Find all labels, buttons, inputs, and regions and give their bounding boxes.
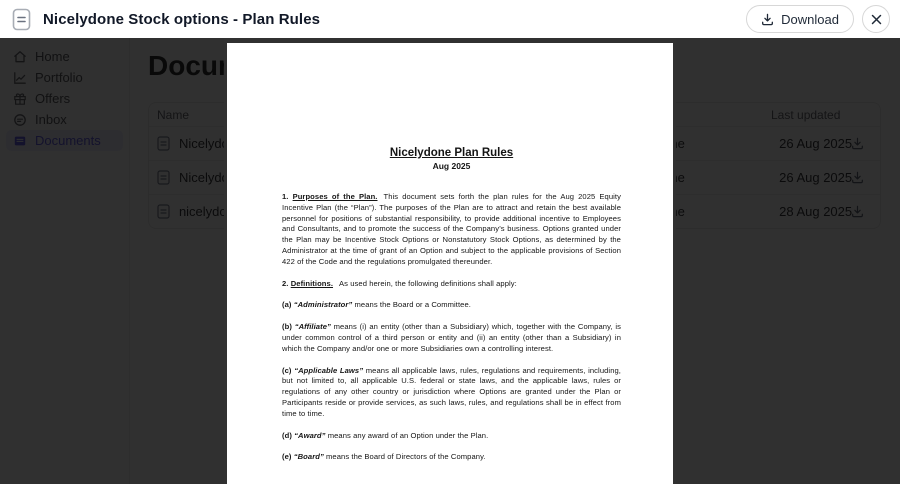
doc-definition-d: (d) “Award” means any award of an Option under the Plan. — [282, 430, 489, 440]
doc-definition-e-clipped: (e) “Board” means the Board of Directors of the Company. — [282, 452, 486, 462]
viewer-header — [0, 0, 900, 38]
download-icon — [761, 13, 774, 26]
pdf-viewer — [224, 38, 676, 484]
doc-section-purposes: 1. Purposes of the Plan. This document sets forth the plan rules for the Aug 2025 Equity Incentive Plan (the “Plan”). The purposes of the Plan are to attract and retain the best available personnel for positions of substantial responsibility, to provide additional incentive to Employees and Consultants, and to promote the success of the Company’s business. Options granted under the Plan may be Incentive Stock Options or Nonstatutory Stock Options, as determined by the Administrator at the time of grant of an Option and subject to the applicable provisions of Section 422 of the Code and the regulations promulgated thereunder. — [282, 192, 621, 266]
doc-subtitle: Aug 2025 — [432, 161, 471, 171]
doc-definition-b: (b) “Affiliate” means (i) an entity (other than a Subsidiary) which, together with the Company, is under common control of a third person or entity and (ii) an entity (other than a Subsidiary) in which the Company and/or one or more Subsidiaries own a controlling interest. — [282, 322, 621, 353]
close-icon — [871, 14, 882, 25]
doc-definition-c: (c) “Applicable Laws” means all applicable laws, rules, regulations and requirements, including, but not limited to, all applicable U.S. federal or state laws, and the applicable laws, rules or regulations of any other country or jurisdiction where Options are granted under the Plan or Participants reside or provide services, as such laws, rules, and regulations shall be in effect from time to time. — [282, 365, 621, 418]
download-label: Download — [781, 11, 839, 27]
doc-definition-a: (a) “Administrator” means the Board or a Committee. — [282, 300, 471, 310]
viewer-title: Nicelydone Stock options - Plan Rules — [43, 10, 321, 28]
document-page — [227, 43, 673, 484]
doc-section-definitions: 2. Definitions. As used herein, the following definitions shall apply: — [282, 278, 517, 288]
download-button[interactable] — [746, 5, 854, 33]
document-icon — [12, 8, 31, 31]
close-button[interactable] — [862, 5, 890, 33]
viewer-header-left — [12, 8, 320, 31]
doc-title: Nicelydone Plan Rules — [389, 147, 514, 159]
viewer-header-actions — [746, 5, 890, 33]
